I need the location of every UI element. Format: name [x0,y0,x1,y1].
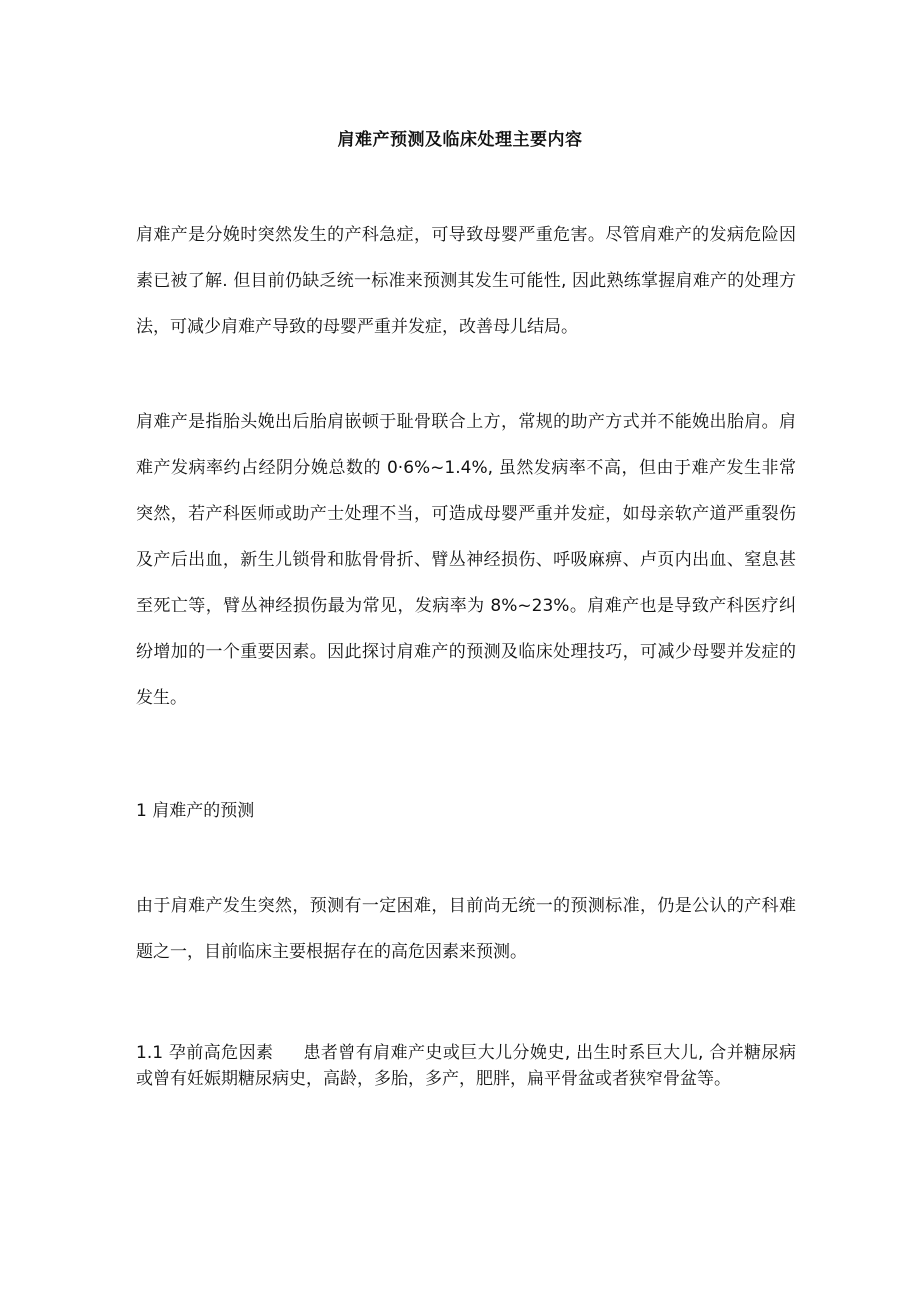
subsection-1-1-text: 患者曾有肩难产史或巨大儿分娩史, 出生时系巨大儿, 合并糖尿病或曾有妊娠期糖尿病史，高龄，多胎，多产，肥胖，扁平骨盆或者狭窄骨盆等。 [136,1043,796,1089]
prediction-paragraph: 由于肩难产发生突然，预测有一定困难，目前尚无统一的预测标准，仍是公认的产科难题之一，目前临床主要根据存在的高危因素来预测。 [136,896,796,962]
section-heading-prediction: 1 肩难产的预测 [136,801,255,821]
definition-paragraph: 肩难产是指胎头娩出后胎肩嵌顿于耻骨联合上方，常规的助产方式并不能娩出胎肩。肩难产发病率约占经阴分娩总数的 0·6%~1.4%, 虽然发病率不高，但由于难产发生非常突然，若产科医师或助产士处理不当，可造成母婴严重并发症，如母亲软产道严重裂伤及产后出血，新生儿锁骨和肱骨骨折、臂丛神经损伤、呼吸麻痹、卢页内出血、窒息甚至死亡等，臂丛神经损伤最为常见，发病率为 8%~23%。肩难产也是导致产科医疗纠纷增加的一个重要因素。因此探讨肩难产的预测及临床处理技巧，可减少母婴并发症的发生。 [136,412,796,708]
document-title: 肩难产预测及临床处理主要内容 [337,130,583,150]
intro-paragraph: 肩难产是分娩时突然发生的产科急症，可导致母婴严重危害。尽管肩难产的发病危险因素已被了解. 但目前仍缺乏统一标准来预测其发生可能性, 因此熟练掌握肩难产的处理方法，可减少肩难产导致的母婴严重并发症，改善母儿结局。 [136,225,796,337]
subsection-1-1 [136,1040,796,1092]
subsection-1-1-label: 1.1 孕前高危因素 [136,1043,274,1063]
